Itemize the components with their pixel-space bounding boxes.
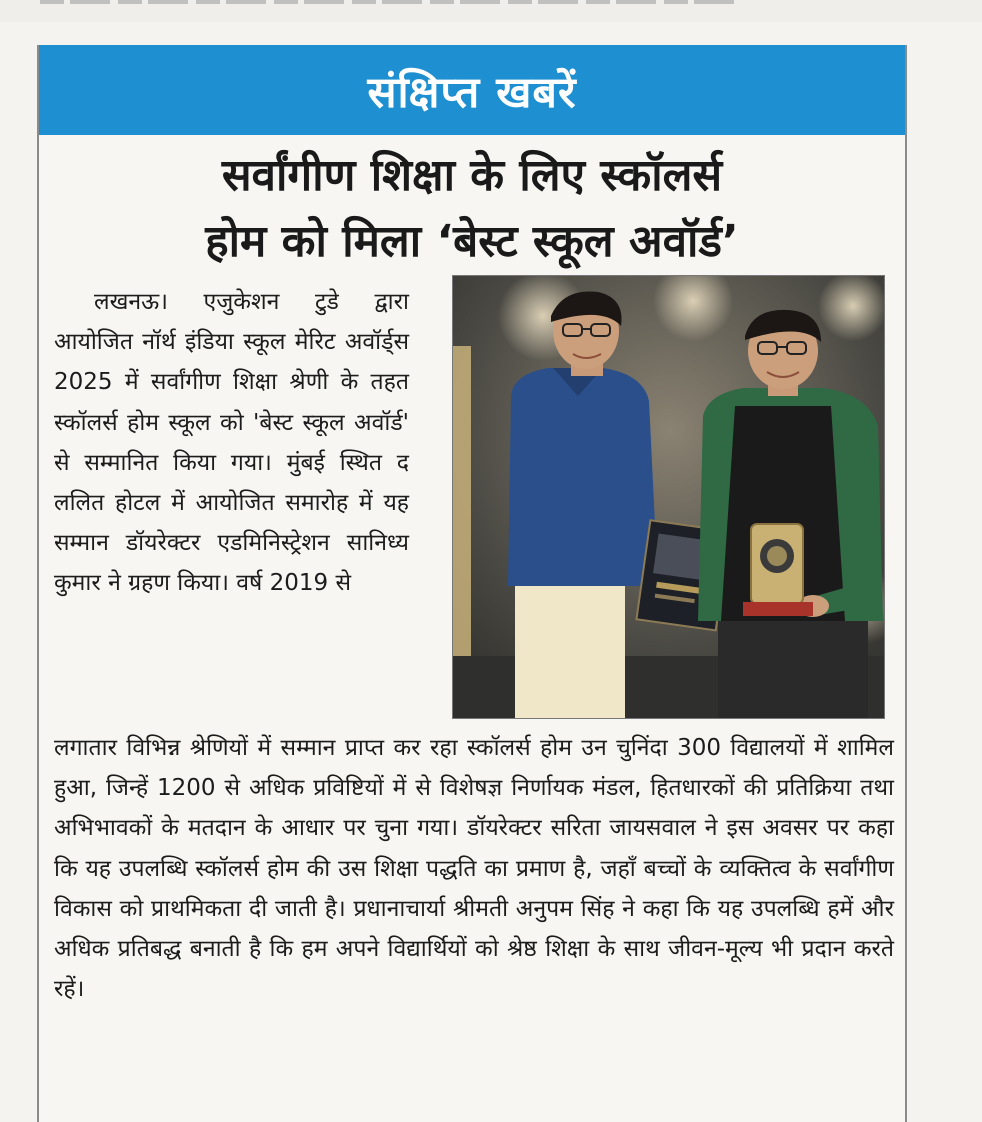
award-photo	[452, 275, 885, 719]
headline-line-1: सर्वांगीण शिक्षा के लिए स्कॉलर्स	[221, 150, 723, 201]
article-body-column: लखनऊ। एजुकेशन टुडे द्वारा आयोजित नॉर्थ इंडिया स्कूल मेरिट अवॉर्ड्स 2025 में सर्वांगीण शिक्षा श्रेणी के तहत स्कॉलर्स होम स्कूल को 'बेस्ट स्कूल अवॉर्ड' से सम्मानित किया गया। मुंबई स्थित द ललित होटल में आयोजित समारोह में यह सम्मान डॉयरेक्टर एडमिनिस्ट्रेशन सानिध्य कुमार ने ग्रहण किया। वर्ष 2019 से	[54, 289, 409, 597]
previous-article-cutoff	[0, 0, 982, 22]
section-title: संक्षिप्त खबरें	[367, 67, 577, 118]
article-headline	[39, 143, 905, 275]
award-ceremony-image	[453, 276, 885, 719]
section-banner	[39, 45, 905, 135]
news-clipping	[37, 45, 907, 1122]
article-body-full: लगातार विभिन्न श्रेणियों में सम्मान प्राप्त कर रहा स्कॉलर्स होम उन चुनिंदा 300 विद्यालयों में शामिल हुआ, जिन्हें 1200 से अधिक प्रविष्टियों में से विशेषज्ञ निर्णायक मंडल, हितधारकों की प्रतिक्रिया तथा अभिभावकों के मतदान के आधार पर चुना गया। डॉयरेक्टर सरिता जायसवाल ने इस अवसर पर कहा कि यह उपलब्धि स्कॉलर्स होम की उस शिक्षा पद्धति का प्रमाण है, जहाँ बच्चों के व्यक्तित्व के सर्वांगीण विकास को प्राथमिकता दी जाती है। प्रधानाचार्या श्रीमती अनुपम सिंह ने कहा कि यह उपलब्धि हमें और अधिक प्रतिबद्ध बनाती है कि हम अपने विद्यार्थियों को श्रेष्ठ शिक्षा के साथ जीवन-मूल्य भी प्रदान करते रहें।	[54, 735, 894, 1003]
headline-line-2: होम को मिला ‘बेस्ट स्कूल अवॉर्ड’	[205, 216, 739, 267]
